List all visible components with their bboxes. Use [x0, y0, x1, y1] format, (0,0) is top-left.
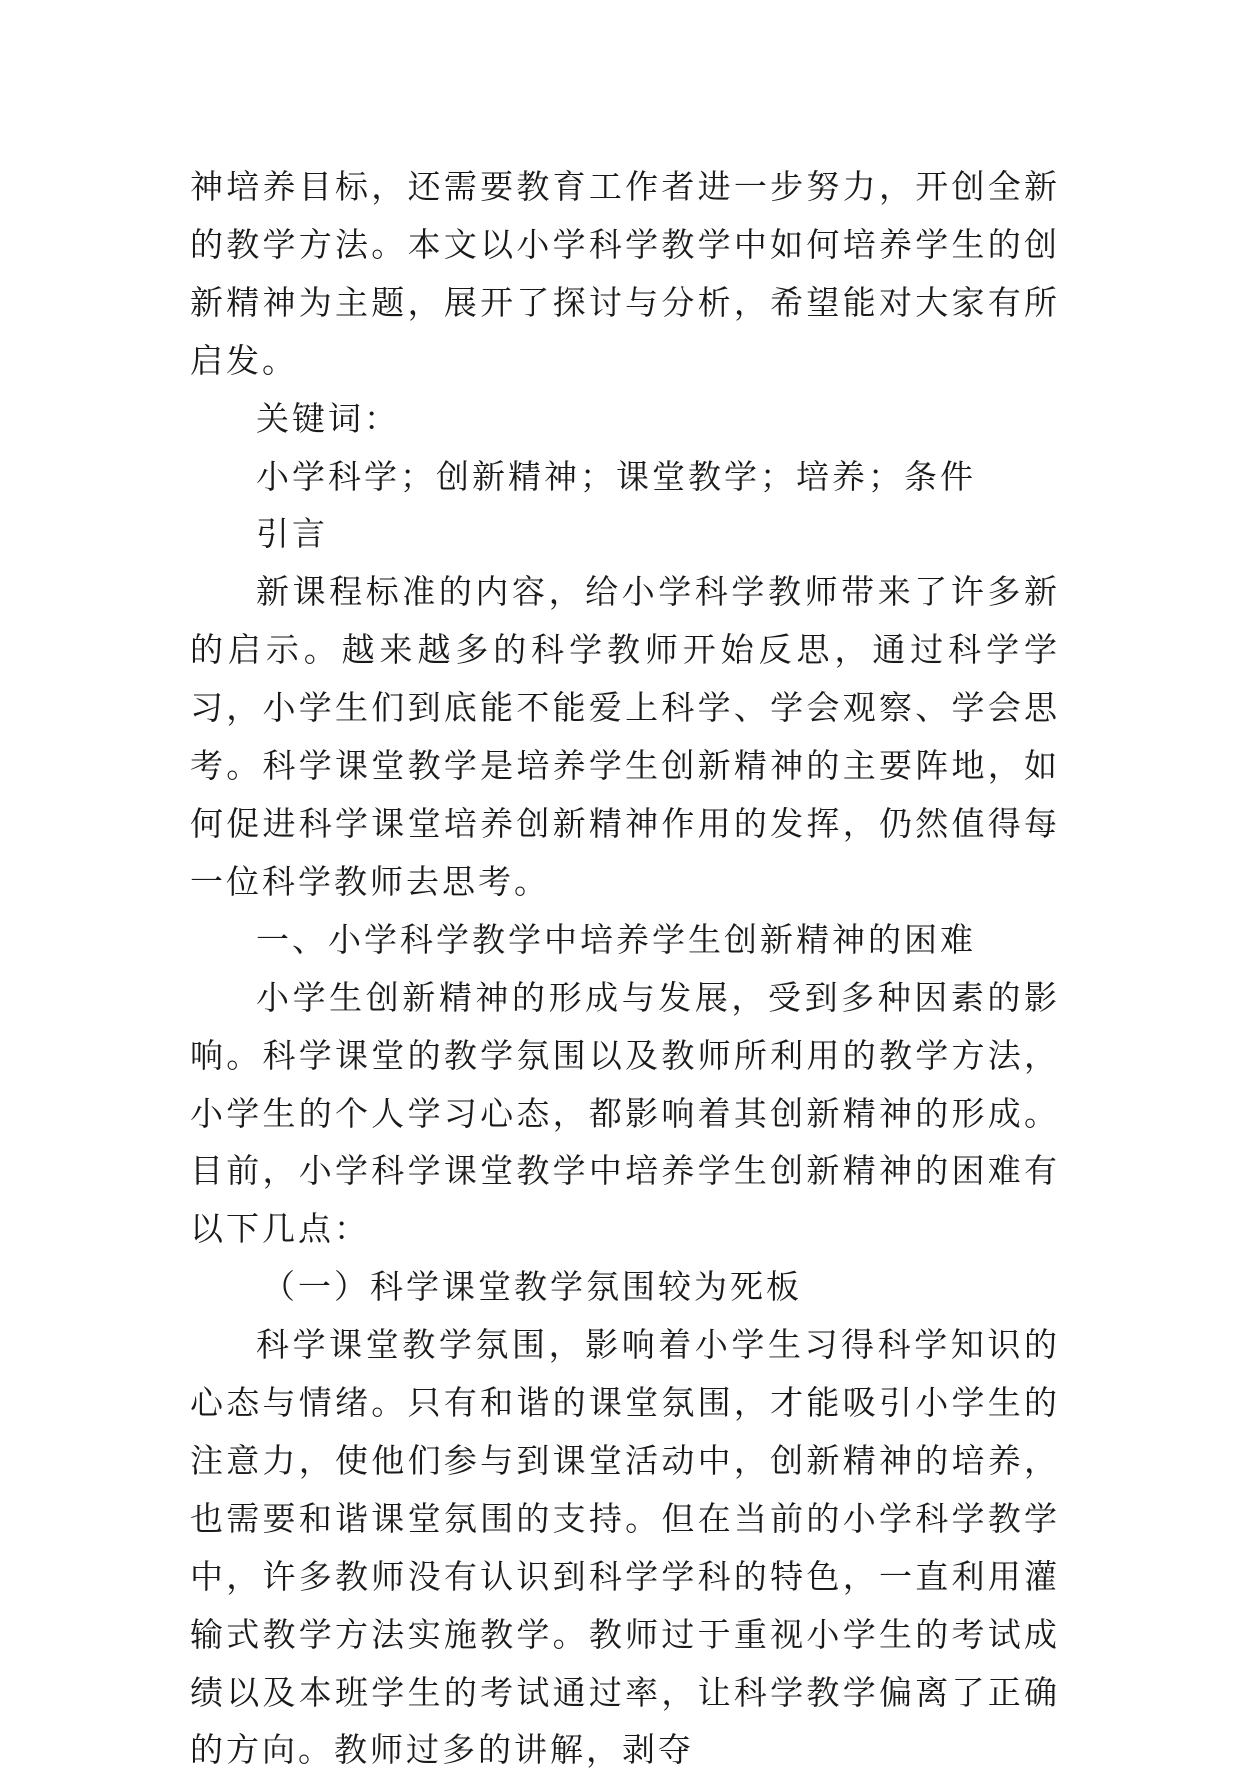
section-1-heading: 一、小学科学教学中培养学生创新精神的困难 [256, 919, 976, 959]
keywords-label: 关键词： [256, 398, 400, 438]
document-body [190, 158, 1060, 1779]
section-1-paragraph: 小学生创新精神的形成与发展，受到多种因素的影响。科学课堂的教学氛围以及教师所利用的教学方法，小学生的个人学习心态，都影响着其创新精神的形成。目前，小学科学课堂教学中培养学生创新精神的困难有以下几点： [190, 977, 1060, 1249]
intro-heading: 引言 [256, 514, 328, 554]
abstract-paragraph: 神培养目标，还需要教育工作者进一步努力，开创全新的教学方法。本文以小学科学教学中如何培养学生的创新精神为主题，展开了探讨与分析，希望能对大家有所启发。 [190, 167, 1060, 380]
keywords-list: 小学科学；创新精神；课堂教学；培养；条件 [256, 456, 976, 496]
intro-paragraph: 新课程标准的内容，给小学科学教师带来了许多新的启示。越来越多的科学教师开始反思，通过科学学习，小学生们到底能不能爱上科学、学会观察、学会思考。科学课堂教学是培养学生创新精神的主要阵地，如何促进科学课堂培养创新精神作用的发挥，仍然值得每一位科学教师去思考。 [190, 572, 1060, 901]
subsection-1-paragraph: 科学课堂教学氛围，影响着小学生习得科学知识的心态与情绪。只有和谐的课堂氛围，才能吸引小学生的注意力，使他们参与到课堂活动中，创新精神的培养，也需要和谐课堂氛围的支持。但在当前的小学科学教学中，许多教师没有认识到科学学科的特色，一直利用灌输式教学方法实施教学。教师过于重视小学生的考试成绩以及本班学生的考试通过率，让科学教学偏离了正确的方向。教师过多的讲解，剥夺 [190, 1325, 1060, 1770]
subsection-1-heading: （一）科学课堂教学氛围较为死板 [262, 1267, 802, 1307]
